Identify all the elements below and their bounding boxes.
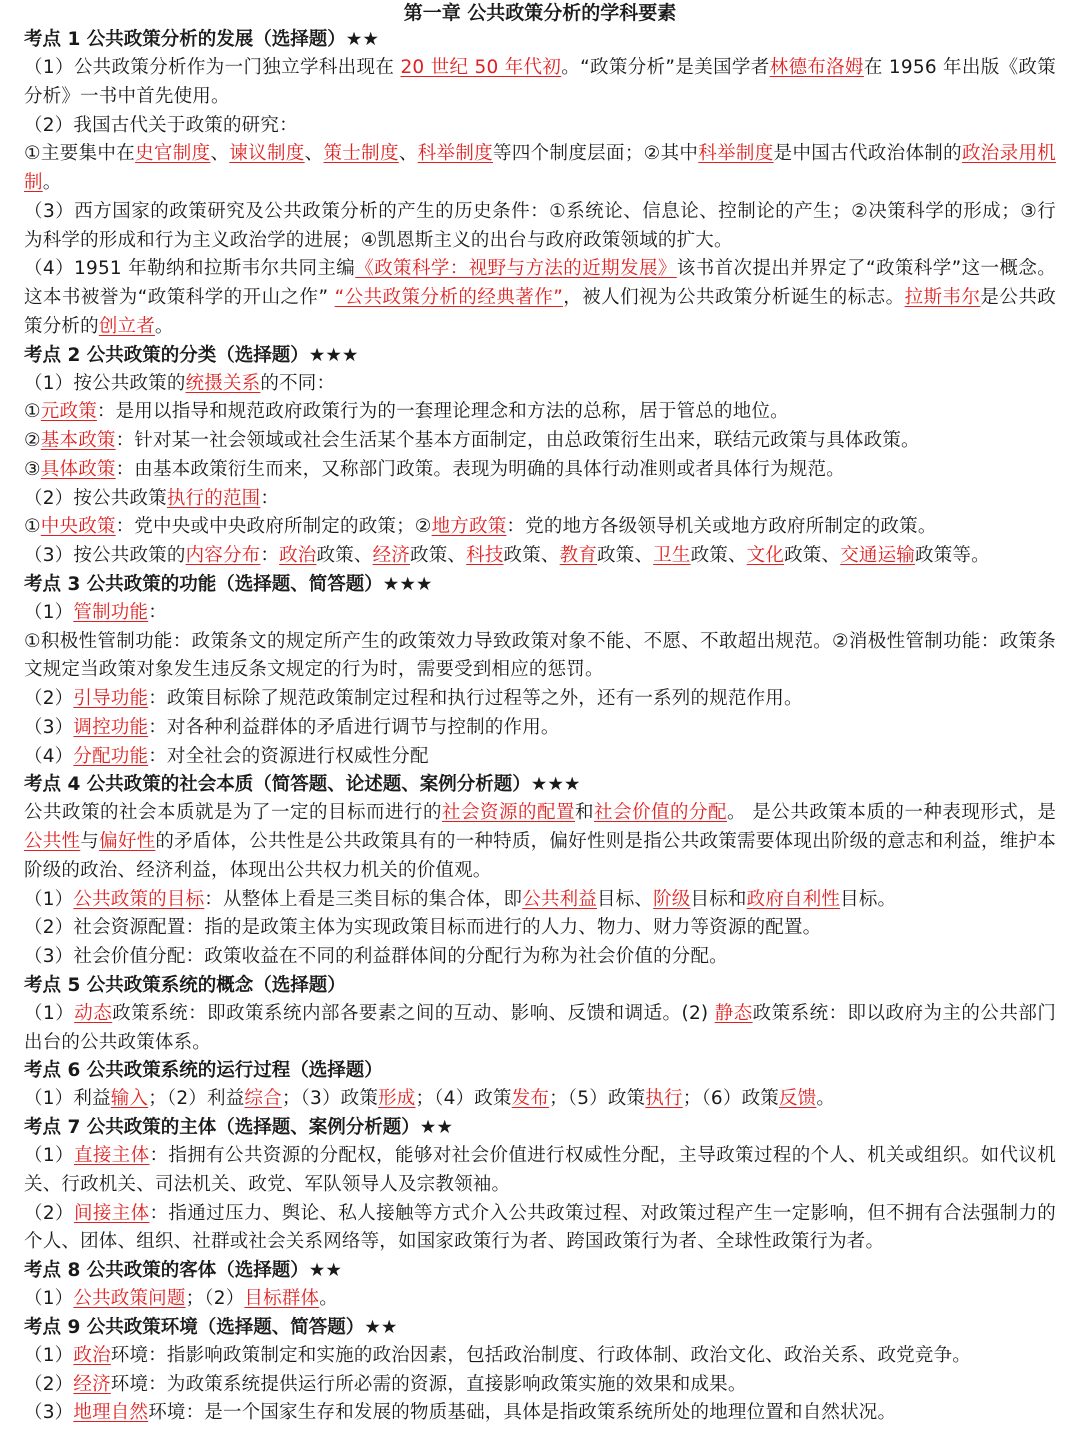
key-term: 政治录用机制	[24, 143, 1056, 193]
text-run: 考点 7 公共政策的主体（选择题、案例分析题）★★	[24, 1117, 453, 1138]
section-heading	[24, 1057, 1056, 1085]
text-run: 目标、	[597, 888, 654, 910]
text-run: ①主要集中在	[24, 143, 136, 165]
key-term: 创立者	[98, 315, 155, 337]
key-term: 引导功能	[73, 688, 149, 709]
text-run: 。 是公共政策本质的一种表现形式，是	[726, 802, 1057, 824]
text-run: ①积极性管制功能：政策条文的规定所产生的政策效力导致政策对象不能、不愿、不敢超出规范。②消极性管制功能：政策条文规定当政策对象发生违反条文规定的行为时，需要受到相应的惩罚。	[24, 630, 1056, 681]
paragraph	[24, 485, 1056, 514]
text-run: ③	[24, 458, 41, 480]
text-run: ；（4）政策	[415, 1088, 512, 1110]
key-term: 地方政策	[431, 516, 507, 538]
text-run: 目标和	[690, 888, 747, 910]
text-run: （3）西方国家的政策研究及公共政策分析的产生的历史条件：①系统论、信息论、控制论的产生；②决策科学的形成；③行为科学的形成和行为主义政治学的进展；④凯恩斯主义的出台与政府政策领域的扩大。	[24, 200, 1056, 251]
section-heading	[24, 1314, 1056, 1342]
text-run: （1）	[24, 1344, 74, 1366]
text-run: 考点 9 公共政策环境（选择题、简答题）★★	[24, 1316, 398, 1338]
paragraph	[24, 799, 1056, 885]
key-term: 科举制度	[698, 143, 774, 165]
text-run: ：指拥有公共资源的分配权，能够对社会价值进行权威性分配，主导政策过程的个人、机关或组织。如代议机关、行政机关、司法机关、政党、军队领导人及宗教领袖。	[24, 1145, 1056, 1195]
paragraph	[24, 1142, 1056, 1200]
text-run: （1）公共政策分析作为一门独立学科出现在	[24, 57, 401, 78]
text-run: 环境：指影响政策制定和实施的政治因素，包括政治制度、行政体制、政治文化、政治关系、政党竞争。	[110, 1344, 971, 1366]
key-term: 谏议制度	[229, 143, 305, 165]
key-term: 文化	[746, 545, 785, 566]
text-run: 的不同：	[260, 372, 336, 394]
text-run: 政策系统：即政策系统内部各要素之间的互动、影响、反馈和调适。(2)	[112, 1002, 715, 1024]
paragraph	[24, 140, 1056, 198]
section-heading	[24, 1114, 1056, 1142]
text-run: （2）社会资源配置：指的是政策主体为实现政策目标而进行的人力、物力、财力等资源的配置。	[24, 917, 822, 939]
text-run: （1）利益	[24, 1088, 111, 1110]
text-run: 考点 6 公共政策系统的运行过程（选择题）	[24, 1060, 383, 1082]
paragraph	[24, 1371, 1056, 1400]
key-term: 反馈	[778, 1088, 817, 1110]
text-run: 考点 5 公共政策系统的概念（选择题）	[24, 974, 346, 996]
text-run: 、	[398, 143, 418, 165]
text-run: 政策、	[316, 545, 373, 566]
key-term: 分配功能	[73, 745, 149, 767]
key-term: 公共政策的目标	[73, 888, 205, 910]
key-term: 经济	[372, 545, 411, 566]
paragraph	[24, 427, 1056, 456]
text-run: ：	[260, 545, 280, 566]
key-term: 内容分布	[185, 545, 261, 566]
key-term: 卫生	[653, 545, 691, 566]
key-term: 拉斯韦尔	[904, 287, 981, 308]
key-term: 社会价值的分配	[593, 802, 727, 824]
paragraph	[24, 628, 1056, 686]
text-run: 。	[816, 1088, 836, 1110]
text-run: （1）	[24, 1145, 74, 1166]
chapter-title: 第一章 公共政策分析的学科要素	[403, 2, 677, 24]
text-run: ；（2）利益	[148, 1088, 245, 1110]
text-run: 是公共政策分析的	[24, 287, 1056, 337]
paragraph	[24, 456, 1056, 485]
key-term: 目标群体	[244, 1288, 320, 1309]
paragraph	[24, 743, 1056, 772]
text-run: 。	[319, 1288, 338, 1309]
key-term: 公共利益	[522, 888, 597, 910]
paragraph	[24, 1342, 1056, 1371]
text-run: 目标。	[840, 888, 897, 910]
paragraph	[24, 542, 1056, 571]
key-term: 动态	[74, 1002, 113, 1024]
key-term: 管制功能	[73, 601, 149, 623]
text-run: 的矛盾体，公共性是公共政策具有的一种特质，偏好性则是指公共政策需要体现出阶级的意志和利益，维护本阶级的政治、经济利益，体现出公共权力机关的价值观。	[24, 831, 1056, 881]
key-term: 中央政策	[40, 516, 116, 538]
key-term: 地理自然	[73, 1402, 149, 1424]
key-term: 教育	[559, 545, 598, 566]
key-term: 元政策	[40, 401, 97, 423]
key-term: 政府自利性	[746, 888, 841, 910]
section-heading	[24, 342, 1056, 370]
text-run: 考点 1 公共政策分析的发展（选择题）★★	[24, 29, 379, 50]
key-term: 直接主体	[73, 1145, 150, 1166]
text-run: （1）	[24, 601, 74, 623]
text-run: ；（5）政策	[549, 1088, 646, 1110]
text-run: 是中国古代政治体制的	[773, 143, 962, 165]
paragraph	[24, 255, 1056, 341]
paragraph	[24, 54, 1056, 112]
key-term: 阶级	[653, 888, 691, 910]
text-run: 政策、	[503, 545, 560, 566]
text-run: 和	[574, 802, 594, 824]
text-run: ②	[24, 430, 41, 451]
key-term: 公共政策问题	[73, 1288, 186, 1309]
key-term: 输入	[110, 1088, 149, 1110]
key-term: 20 世纪 50 年代初	[400, 57, 562, 78]
key-term: 科技	[466, 545, 504, 566]
text-run: 考点 2 公共政策的分类（选择题）★★★	[24, 344, 359, 366]
text-run: ：指通过压力、舆论、私人接触等方式介入公共政策过程、对政策过程产生一定影响，但不拥有合法强制力的个人、团体、组织、社群或社会关系网络等，如国家政策行为者、跨国政策行为者、全球性政策行为者。	[24, 1202, 1056, 1253]
key-term: 调控功能	[73, 716, 149, 738]
paragraph	[24, 112, 1056, 141]
key-term: 政治	[279, 545, 317, 566]
text-run: ：	[260, 487, 280, 509]
paragraph	[24, 370, 1056, 399]
text-run: （2）	[24, 1373, 74, 1395]
key-term: 史官制度	[135, 143, 211, 165]
text-run: 与	[80, 831, 100, 852]
text-run: （4）1951 年勒纳和拉斯韦尔共同主编	[24, 258, 356, 280]
paragraph	[24, 599, 1056, 628]
text-run: ：由基本政策衍生而来，又称部门政策。表现为明确的具体行动准则或者具体行为规范。	[115, 458, 845, 480]
text-run: 政策、	[784, 545, 841, 566]
key-term: 社会资源的配置	[441, 802, 575, 824]
text-run: 考点 3 公共政策的功能（选择题、简答题）★★★	[24, 573, 433, 595]
text-run: ；（3）政策	[281, 1088, 379, 1110]
text-run: 考点 4 公共政策的社会本质（简答题、论述题、案例分析题）★★★	[24, 774, 581, 796]
text-run: （1）	[24, 1002, 75, 1024]
text-run: ：	[148, 601, 167, 623]
paragraph	[24, 513, 1056, 542]
text-run: ；（2）	[185, 1288, 245, 1309]
text-run: 政策系统：即以政府为主的公共部门出台的公共政策体系。	[24, 1002, 1057, 1053]
text-run: 环境：是一个国家生存和发展的物质基础，具体是指政策系统所处的地理位置和自然状况。	[148, 1402, 897, 1424]
paragraph	[24, 943, 1056, 972]
text-run: 等四个制度层面；②其中	[493, 143, 699, 165]
text-run: 。“政策分析”是美国学者	[561, 57, 770, 78]
text-run: （2）	[24, 1202, 74, 1224]
text-run: 政策、	[690, 545, 747, 566]
text-run: 公共政策的社会本质就是为了一定的目标而进行的	[24, 802, 442, 824]
key-term: 林德布洛姆	[769, 57, 864, 78]
paragraph	[24, 1200, 1056, 1258]
text-run: 、	[210, 143, 230, 165]
text-run: ：从整体上看是三类目标的集合体，即	[204, 888, 523, 910]
text-run: （3）按公共政策的	[24, 545, 186, 566]
key-term: 基本政策	[40, 430, 116, 451]
text-run: （3）社会价值分配：政策收益在不同的利益群体间的分配行为称为社会价值的分配。	[24, 946, 728, 967]
text-run: ；（6）政策	[682, 1088, 779, 1110]
section-heading	[24, 1257, 1056, 1285]
text-run: （1）	[24, 888, 74, 910]
text-run: （3）	[24, 716, 74, 738]
key-term: 统摄关系	[185, 372, 261, 394]
section-heading	[24, 972, 1056, 1000]
text-run: （1）	[24, 1288, 74, 1309]
paragraph	[24, 1285, 1056, 1314]
paragraph	[24, 398, 1056, 427]
text-run: 、	[304, 143, 324, 165]
key-term: 策士制度	[323, 143, 399, 165]
key-term: 偏好性	[99, 831, 156, 852]
text-run: 该书首次提出并界定了“政策科学”这一概念。这本书被誉为“政策科学的开山之作”	[24, 258, 1057, 308]
section-heading	[24, 571, 1056, 599]
document-body	[24, 26, 1056, 1428]
section-heading	[24, 26, 1056, 54]
key-term: 发布	[511, 1088, 550, 1110]
paragraph	[24, 1399, 1056, 1428]
section-heading	[24, 771, 1056, 799]
key-term: 交通运输	[840, 545, 915, 566]
text-run: （1）按公共政策的	[24, 372, 186, 394]
text-run: ：党的地方各级领导机关或地方政府所制定的政策。	[506, 516, 937, 538]
text-run: 在 1956 年出版《政策分析》一书中首先使用。	[24, 57, 1056, 107]
text-run: （4）	[24, 745, 74, 767]
text-run: 考点 8 公共政策的客体（选择题）★★	[24, 1260, 342, 1281]
key-term: 经济	[73, 1373, 111, 1395]
key-term: 综合	[244, 1088, 282, 1110]
key-term: 科举制度	[417, 143, 493, 165]
key-term: 静态	[714, 1002, 753, 1024]
key-term: 执行	[645, 1088, 683, 1110]
text-run: ：是用以指导和规范政府政策行为的一套理论理念和方法的总称，居于管总的地位。	[96, 401, 789, 423]
paragraph	[24, 1085, 1056, 1114]
text-run: 政策等。	[915, 545, 990, 566]
text-run: （3）	[24, 1402, 74, 1424]
text-run: （2）	[24, 688, 74, 709]
key-term: 执行的范围	[166, 487, 261, 509]
key-term: 政治	[73, 1344, 111, 1366]
text-run: 政策、	[597, 545, 654, 566]
key-term: “公共政策分析的经典著作”	[334, 287, 563, 308]
text-run: ：党中央或中央政府所制定的政策；②	[115, 516, 432, 538]
text-run: 环境：为政策系统提供运行所必需的资源，直接影响政策实施的效果和成果。	[110, 1373, 747, 1395]
paragraph	[24, 914, 1056, 943]
key-term: 间接主体	[73, 1202, 150, 1224]
key-term: 形成	[378, 1088, 416, 1110]
key-term: 公共性	[24, 831, 81, 852]
paragraph	[24, 198, 1056, 256]
text-run: ：针对某一社会领域或社会生活某个基本方面制定，由总政策衍生出来，联结元政策与具体政策。	[115, 430, 920, 451]
text-run: ①	[24, 401, 41, 423]
paragraph	[24, 886, 1056, 915]
paragraph	[24, 714, 1056, 743]
text-run: 政策、	[410, 545, 467, 566]
text-run: （2）按公共政策	[24, 487, 167, 509]
text-run: ，被人们视为公共政策分析诞生的标志。	[563, 287, 905, 308]
key-term: 《政策科学：视野与方法的近期发展》	[355, 258, 677, 280]
text-run: ①	[24, 516, 41, 538]
text-run: 。	[154, 315, 174, 337]
key-term: 具体政策	[40, 458, 116, 480]
paragraph	[24, 1000, 1056, 1058]
text-run: ：政策目标除了规范政策制定过程和执行过程等之外，还有一系列的规范作用。	[148, 688, 803, 709]
text-run: ：对各种利益群体的矛盾进行调节与控制的作用。	[148, 716, 560, 738]
paragraph	[24, 685, 1056, 714]
text-run: （2）我国古代关于政策的研究：	[24, 114, 298, 136]
text-run: 。	[42, 172, 62, 193]
text-run: ：对全社会的资源进行权威性分配	[148, 745, 429, 767]
